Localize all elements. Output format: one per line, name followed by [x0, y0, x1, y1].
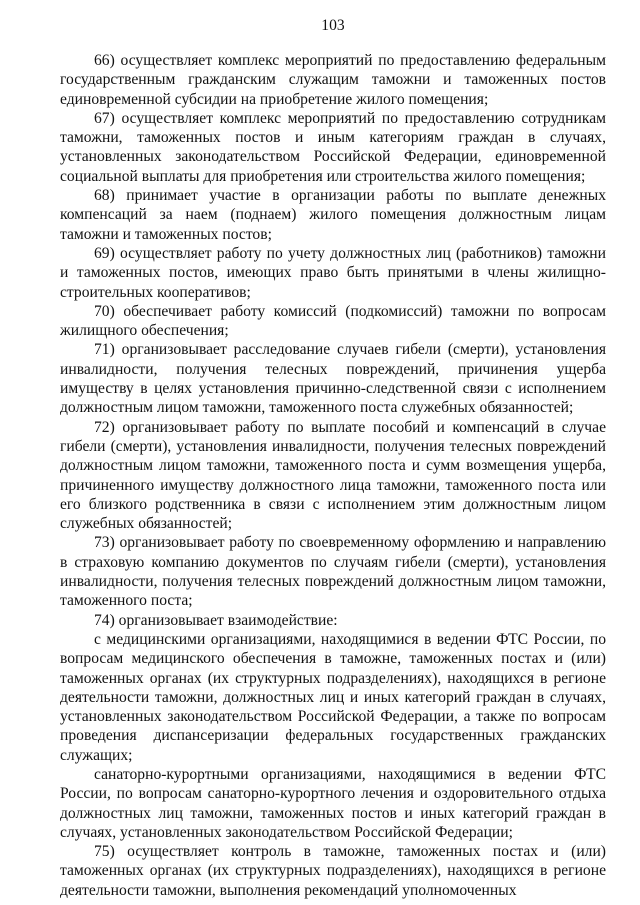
paragraph-item-66: 66) осуществляет комплекс мероприятий по предоставлению федеральным государственным гражданским служащим таможни и таможенных постов единовременной субсидии на приобретение жилого помещения;	[60, 52, 606, 108]
paragraph-item-68: 68) принимает участие в организации работы по выплате денежных компенсаций за наем (поднаем) жилого помещения должностным лицам таможни и таможенных постов;	[60, 187, 606, 243]
paragraph-item-72: 72) организовывает работу по выплате пособий и компенсаций в случае гибели (смерти), установления инвалидности, получения телесных повреждений должностным лицом таможни, таможенного поста и сумм возмещения ущерба, причиненного имуществу должностного лица таможни, таможенного поста или его близкого родственника в связи с исполнением этим должностным лицом служебных обязанностей;	[60, 418, 606, 533]
paragraph-item-69: 69) осуществляет работу по учету должностных лиц (работников) таможни и таможенных постов, имеющих право быть принятыми в члены жилищно-строительных кооперативов;	[60, 244, 606, 301]
document-body	[60, 51, 606, 900]
page-number: 103	[321, 17, 345, 34]
paragraph-item-71: 71) организовывает расследование случаев гибели (смерти), установления инвалидности, получения телесных повреждений, причинения ущерба имуществу в целях установления причинно-следственной связи с исполнением должностным лицом таможни, таможенного поста служебных обязанностей;	[60, 341, 606, 417]
paragraph-item-74-medical: с медицинскими организациями, находящимися в ведении ФТС России, по вопросам медицинского обеспечения в таможне, таможенных постах и (или) таможенных органах (их структурных подразделениях), находящихся в регионе деятельности таможни, должностных лиц и иных категорий граждан в случаях, установленных законодательством Российской Федерации, а также по вопросам проведения диспансеризации федеральных государственных гражданских служащих;	[60, 630, 606, 764]
paragraph-item-73: 73) организовывает работу по своевременному оформлению и направлению в страховую компанию документов по случаям гибели (смерти), установления инвалидности, получения телесных повреждений должностным лицом таможни, таможенного поста;	[60, 534, 606, 610]
paragraph-item-74-sanatorium: санаторно-курортными организациями, находящимися в ведении ФТС России, по вопросам санаторно-курортного лечения и оздоровительного отдыха должностных лиц таможни, таможенных постов и иных категорий граждан в случаях, установленных законодательством Российской Федерации;	[60, 765, 606, 841]
paragraph-item-74: 74) организовывает взаимодействие:	[94, 611, 338, 629]
paragraph-item-67: 67) осуществляет комплекс мероприятий по предоставлению сотрудникам таможни, таможенных постов и иным категориям граждан в случаях, установленных законодательством Российской Федерации, единовременной социальной выплаты для приобретения или строительства жилого помещения;	[60, 109, 606, 185]
paragraph-item-75: 75) осуществляет контроль в таможне, таможенных постах и (или) таможенных органах (их структурных подразделениях), находящихся в регионе деятельности таможни, выполнения рекомендаций уполномоченных	[60, 843, 606, 899]
paragraph-item-70: 70) обеспечивает работу комиссий (подкомиссий) таможни по вопросам жилищного обеспечения;	[60, 302, 606, 340]
